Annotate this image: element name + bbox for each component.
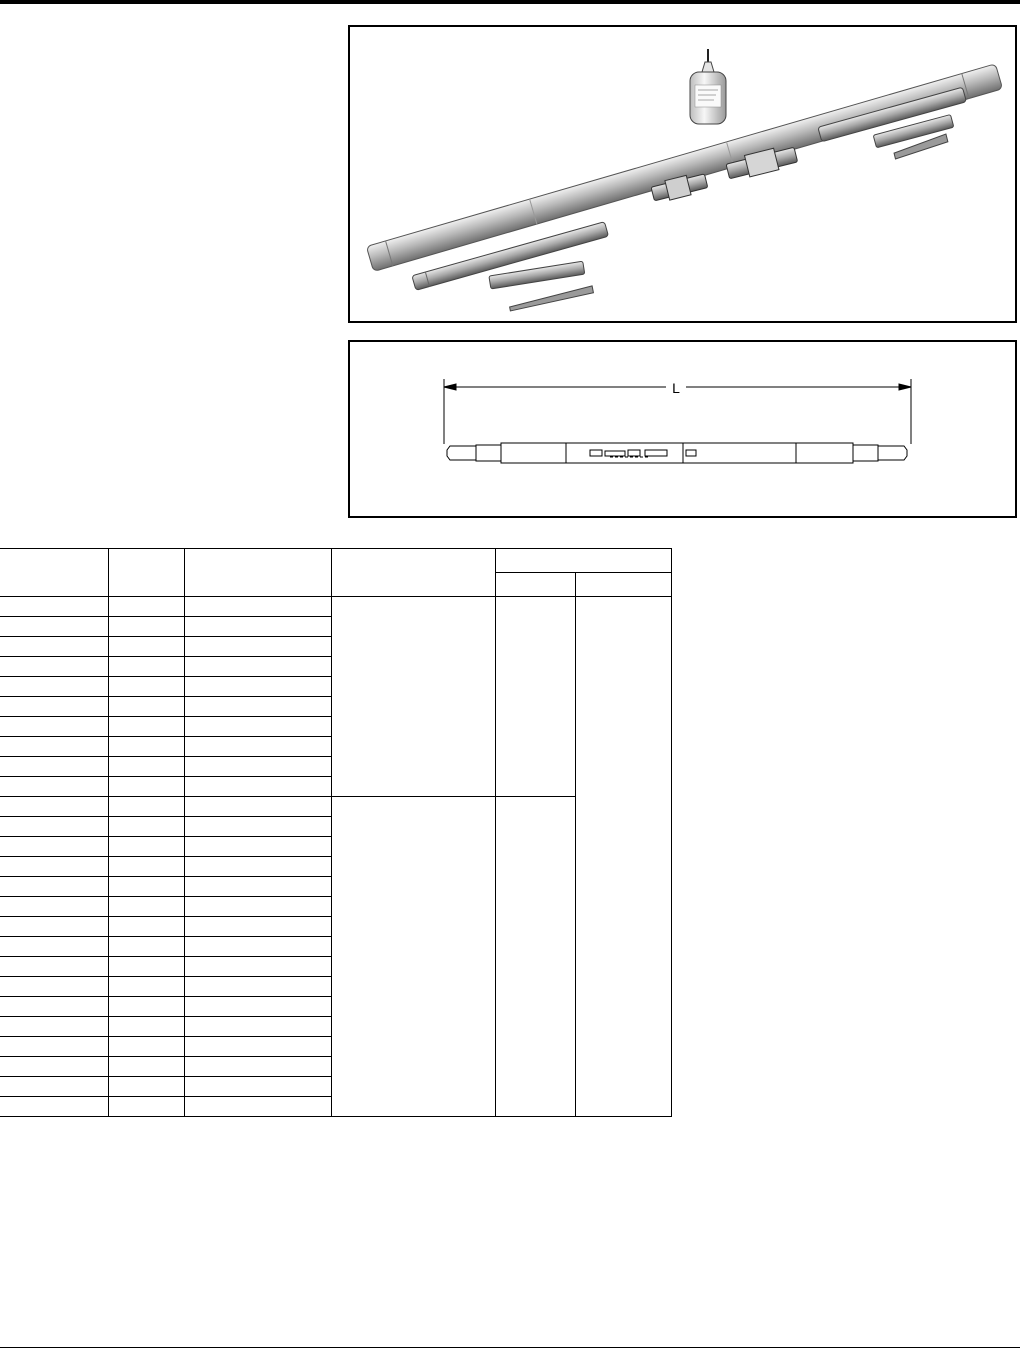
merged-cell: [331, 597, 495, 797]
merged-cell: [495, 797, 575, 1117]
table-cell: [184, 797, 331, 817]
table-cell: [108, 857, 184, 877]
table-cell: [184, 917, 331, 937]
table-cell: [0, 857, 108, 877]
table-cell: [108, 837, 184, 857]
table-cell: [108, 917, 184, 937]
table-cell: [0, 1017, 108, 1037]
table-cell: [108, 897, 184, 917]
table-cell: [108, 717, 184, 737]
table-cell: [184, 877, 331, 897]
bottom-rule: [0, 1347, 1020, 1348]
table-cell: [0, 1037, 108, 1057]
table-cell: [184, 757, 331, 777]
main-rod: [366, 64, 1002, 272]
table-cell: [108, 617, 184, 637]
table-cell: [0, 817, 108, 837]
lubricant-bottle: [690, 49, 726, 124]
table-cell: [0, 1057, 108, 1077]
table-cell: [108, 637, 184, 657]
rod-outline: [447, 443, 907, 463]
rod-outline-drawing: [350, 342, 1015, 516]
table-cell: [0, 837, 108, 857]
table-cell: [0, 977, 108, 997]
table-cell: [184, 937, 331, 957]
table-cell: [0, 617, 108, 637]
table-cell: [108, 597, 184, 617]
table-cell: [184, 997, 331, 1017]
table-cell: [108, 817, 184, 837]
spec-table: [0, 548, 672, 1117]
header-cell: [184, 549, 331, 597]
table-cell: [0, 957, 108, 977]
table-cell: [0, 917, 108, 937]
table-cell: [184, 1037, 331, 1057]
table-cell: [108, 1097, 184, 1117]
table-cell: [0, 1077, 108, 1097]
table-cell: [108, 1077, 184, 1097]
table-row: [0, 597, 671, 617]
dimension-label: L: [666, 380, 686, 396]
table-cell: [108, 957, 184, 977]
table-cell: [184, 1057, 331, 1077]
table-cell: [108, 777, 184, 797]
table-cell: [0, 1097, 108, 1117]
table-cell: [184, 1017, 331, 1037]
table-row: [0, 797, 671, 817]
table-cell: [0, 797, 108, 817]
table-cell: [0, 677, 108, 697]
table-cell: [184, 777, 331, 797]
table-cell: [0, 937, 108, 957]
table-cell: [0, 897, 108, 917]
table-cell: [0, 777, 108, 797]
pin: [509, 286, 594, 311]
table-cell: [108, 877, 184, 897]
table-cell: [108, 697, 184, 717]
table-cell: [184, 717, 331, 737]
table-cell: [184, 977, 331, 997]
table-cell: [184, 897, 331, 917]
table-cell: [108, 737, 184, 757]
product-photo: [348, 25, 1017, 323]
top-rule: [0, 0, 1020, 4]
table-cell: [184, 1097, 331, 1117]
header-cell: [331, 549, 495, 597]
merged-cell: [495, 597, 575, 797]
subheader-cell: [575, 573, 671, 597]
product-photo-image: [350, 27, 1015, 321]
table-cell: [184, 617, 331, 637]
table-cell: [184, 637, 331, 657]
table-cell: [184, 737, 331, 757]
table-cell: [184, 657, 331, 677]
table-cell: [0, 717, 108, 737]
header-group-cell: [495, 549, 671, 573]
table-cell: [108, 797, 184, 817]
table-cell: [184, 857, 331, 877]
merged-cell: [575, 597, 671, 1117]
table-cell: [184, 1077, 331, 1097]
subheader-cell: [495, 573, 575, 597]
table-cell: [108, 1057, 184, 1077]
table-cell: [0, 737, 108, 757]
table-cell: [184, 597, 331, 617]
table-cell: [184, 697, 331, 717]
dimension-drawing: [348, 340, 1017, 518]
table-cell: [0, 877, 108, 897]
table-cell: [0, 997, 108, 1017]
table-cell: [0, 597, 108, 617]
table-cell: [108, 937, 184, 957]
table-cell: [108, 1037, 184, 1057]
table-cell: [108, 997, 184, 1017]
table-cell: [0, 697, 108, 717]
merged-cell: [331, 797, 495, 1117]
table-cell: [108, 657, 184, 677]
header-cell: [0, 549, 108, 597]
table-cell: [108, 1017, 184, 1037]
table-cell: [108, 677, 184, 697]
table-cell: [0, 657, 108, 677]
table-cell: [0, 757, 108, 777]
header-cell: [108, 549, 184, 597]
table-cell: [108, 757, 184, 777]
table-cell: [108, 977, 184, 997]
table-cell: [184, 957, 331, 977]
arrow-right: [899, 384, 911, 390]
table-cell: [184, 677, 331, 697]
arrow-left: [444, 384, 456, 390]
table-cell: [0, 637, 108, 657]
table-cell: [184, 837, 331, 857]
table-cell: [184, 817, 331, 837]
